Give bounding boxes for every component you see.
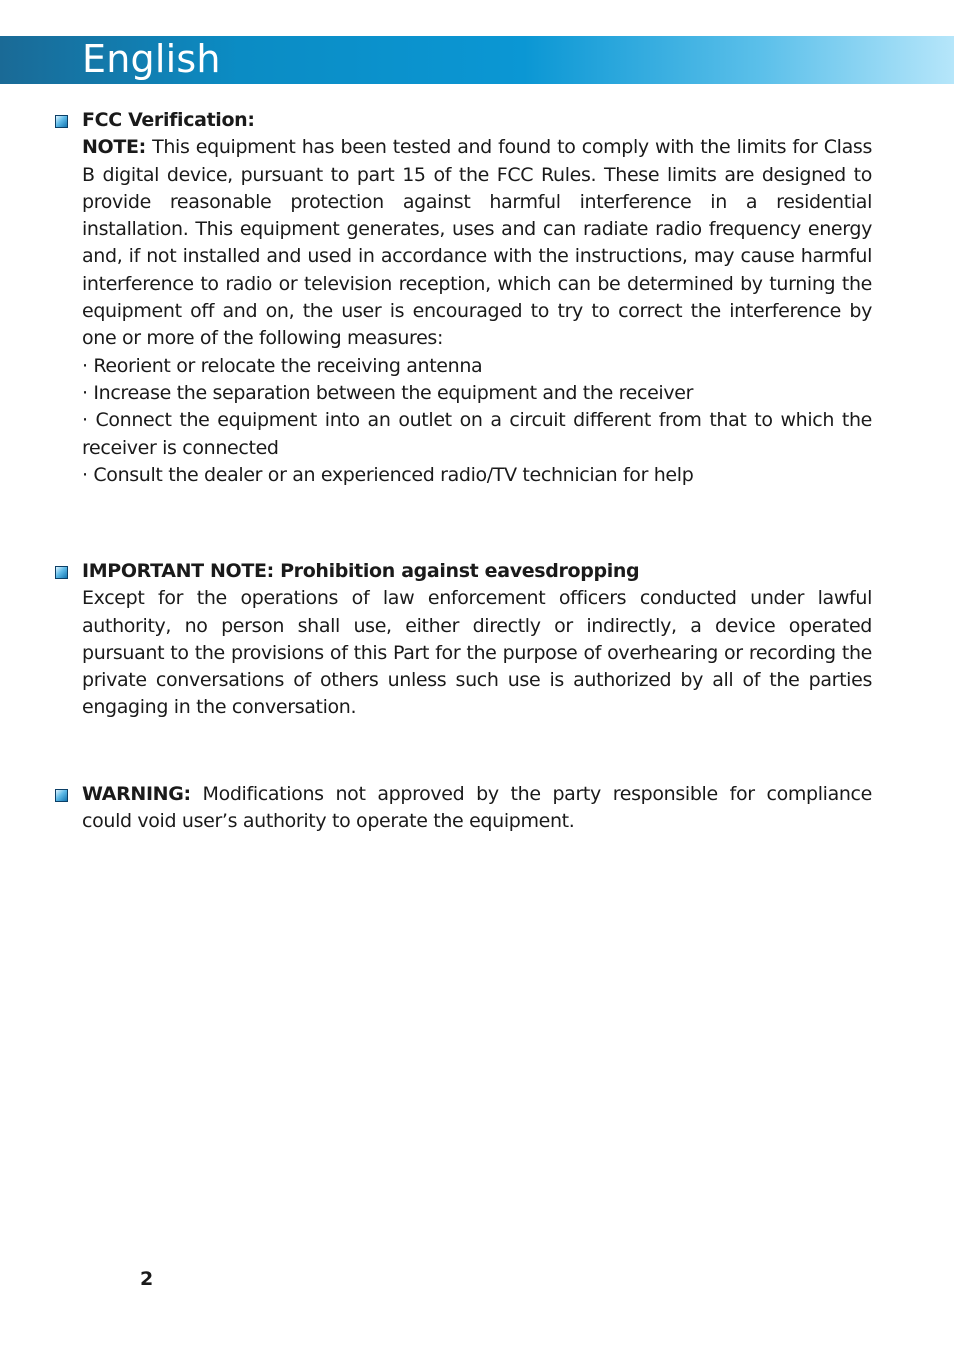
note-text: This equipment has been tested and found to comply with the limits for Class B digital device, pursuant to part 15 of the FCC Rules. These limits are designed to provide reasonable protection against harmful interference in a residential installation. This equipment generates, uses and can radiate radio frequency energy and, if not installed and used in accordance with the instructions, may cause harmful interference to radio or television reception, which can be determined by turning the equipment off and on, the user is encouraged to try to correct the interference by one or more of the following measures: [82, 136, 872, 350]
important-section [82, 558, 872, 722]
list-item: · Connect the equipment into an outlet on a circuit different from that to which the receiver is connected [82, 409, 872, 459]
warning-text: Modifications not approved by the party responsible for compliance could void user’s authority to operate the equipment. [82, 783, 872, 833]
list-item: · Reorient or relocate the receiving antenna [82, 354, 483, 377]
bullet-square-icon [55, 566, 68, 579]
bullet-square-icon [55, 789, 68, 802]
note-label: NOTE: [82, 136, 146, 159]
important-heading: IMPORTANT NOTE: Prohibition against eavesdropping [82, 560, 640, 582]
fcc-heading: FCC Verification: [82, 109, 255, 131]
fcc-section [82, 107, 872, 489]
list-item: · Consult the dealer or an experienced radio/TV technician for help [82, 463, 694, 486]
fcc-note-paragraph [82, 134, 872, 352]
page-title: English [82, 37, 221, 81]
warning-section [82, 781, 872, 836]
list-item: · Increase the separation between the equipment and the receiver [82, 381, 694, 404]
page-number: 2 [140, 1268, 154, 1290]
warning-paragraph [82, 781, 872, 836]
warning-label: WARNING: [82, 783, 191, 805]
bullet-square-icon [55, 115, 68, 128]
important-text: Except for the operations of law enforcement officers conducted under lawful authority, no person shall use, either directly or indirectly, a device operated pursuant to the provisions of this Part for the purpose of overhearing or recording the private conversations of others unless such use is authorized by all of the parties engaging in the conversation. [82, 587, 872, 719]
